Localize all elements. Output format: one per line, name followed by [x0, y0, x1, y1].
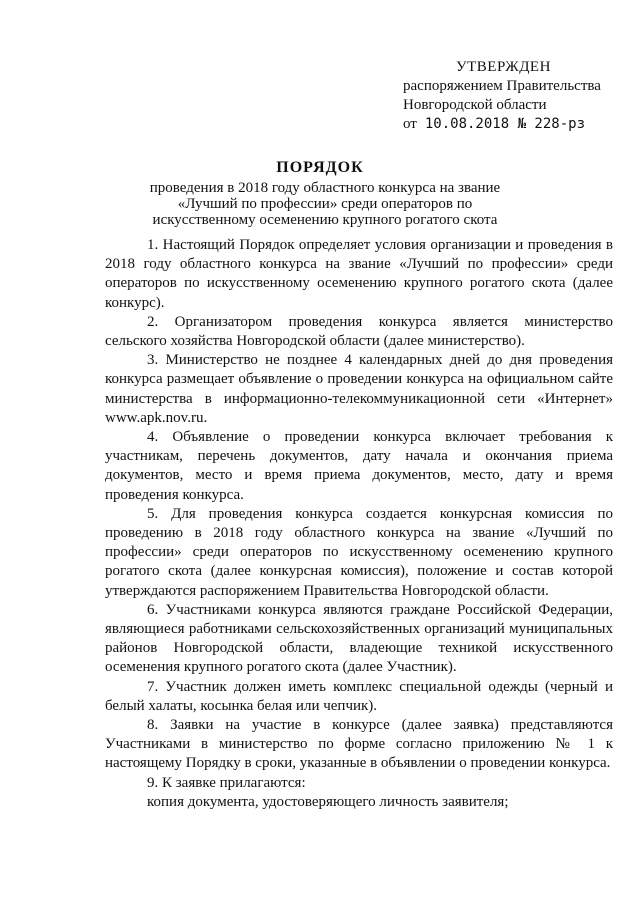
paragraph-1: 1. Настоящий Порядок определяет условия организации и проведения в 2018 году областного конкурса на звание «Лучший по профессии» среди операторов по искусственному осеменению крупного рогатого скота (далее конкурс).	[105, 237, 613, 311]
approval-line-2: Новгородской области	[403, 97, 547, 113]
paragraph-8: 8. Заявки на участие в конкурсе (далее заявка) представляются Участниками в министерство по форме согласно приложению № 1 к настоящему Порядку в сроки, указанные в объявлении о проведении конкурса.	[105, 717, 613, 772]
approval-date	[403, 115, 601, 134]
paragraph-7: 7. Участник должен иметь комплекс специальной одежды (черный и белый халаты, косынка белая или чепчик).	[105, 678, 613, 714]
paragraph-9: 9. К заявке прилагаются:	[147, 774, 306, 791]
paragraph-3: 3. Министерство не позднее 4 календарных дней до дня проведения конкурса размещает объявление о проведении конкурса на официальном сайте министерства в информационно-телекоммуникационной сети «Интернет» www.apk.nov.ru.	[105, 352, 613, 426]
approval-date-prefix: от	[403, 116, 417, 132]
document-title: ПОРЯДОК	[276, 159, 364, 176]
approval-line-1: распоряжением Правительства	[403, 78, 601, 94]
approval-heading: УТВЕРЖДЕН	[456, 59, 551, 75]
approval-date-value: 10.08.2018 № 228-рз	[424, 116, 586, 132]
document-subtitle: проведения в 2018 году областного конкурса на звание «Лучший по профессии» среди операторов по искусственному осеменению крупного рогатого скота	[149, 180, 501, 228]
paragraph-4: 4. Объявление о проведении конкурса включает требования к участникам, перечень документов, дату начала и окончания приема документов, место и время приема документов, место, дату и время проведения конкурса.	[105, 429, 613, 503]
paragraph-9-item-1: копия документа, удостоверяющего личность заявителя;	[147, 793, 509, 810]
document-body	[105, 236, 613, 812]
paragraph-2: 2. Организатором проведения конкурса является министерство сельского хозяйства Новгородской области (далее министерство).	[105, 313, 613, 350]
approval-stamp	[403, 58, 601, 134]
paragraph-5: 5. Для проведения конкурса создается конкурсная комиссия по проведению в 2018 году областного конкурса на звание «Лучший по профессии» среди операторов по искусственному осеменению крупного рогатого скота (далее конкурсная комиссия), положение и состав которой утверждаются распоряжением Правительства Новгородской области.	[105, 505, 613, 599]
paragraph-6: 6. Участниками конкурса являются граждане Российской Федерации, являющиеся работниками сельскохозяйственных организаций муниципальных районов Новгородской области, владеющие техникой искусственного осеменения крупного рогатого скота (далее Участник).	[105, 601, 613, 676]
